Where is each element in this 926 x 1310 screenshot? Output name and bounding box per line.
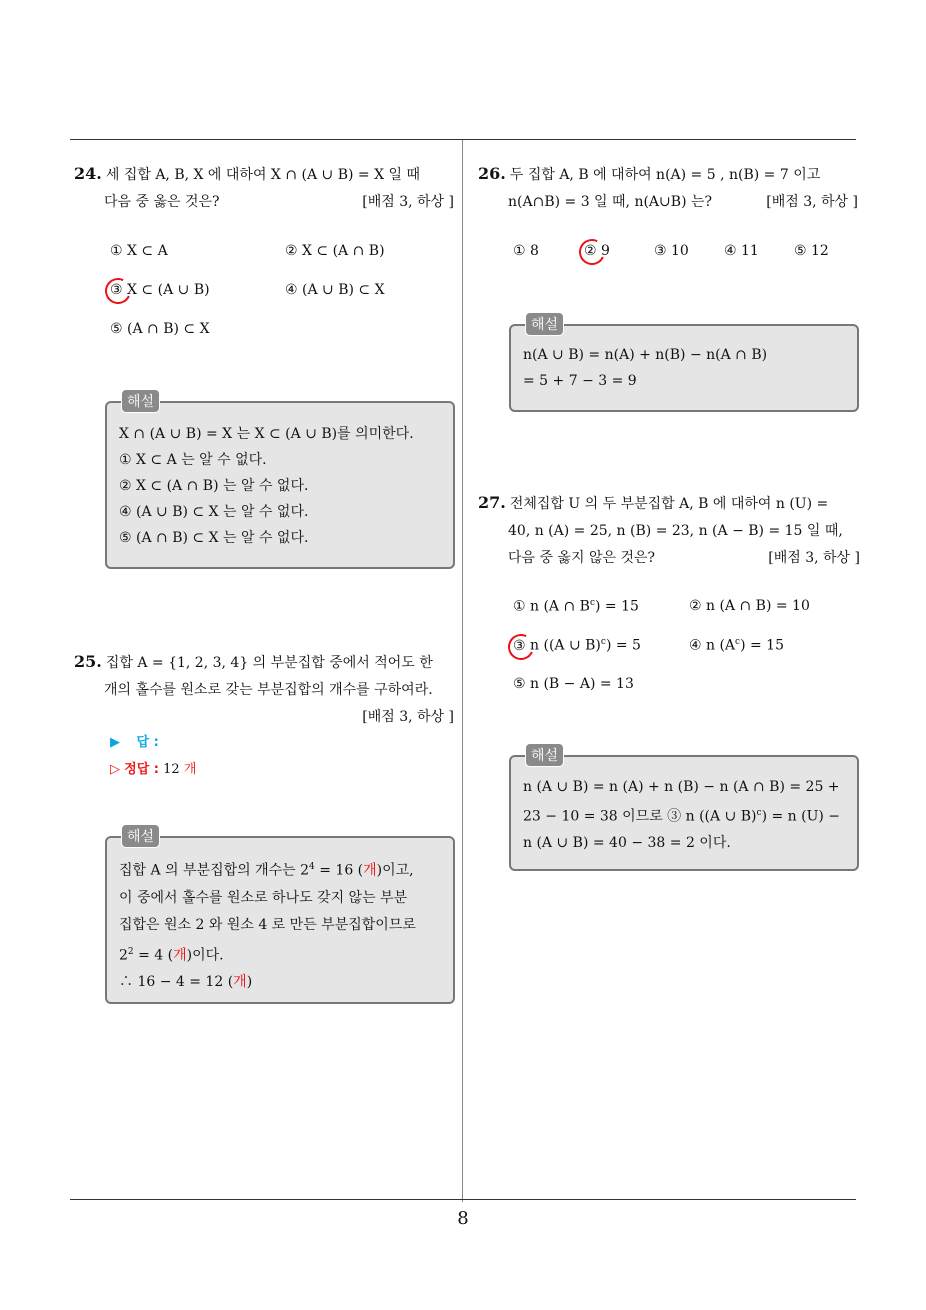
correct-label: 정답 :	[124, 762, 159, 777]
option-4[interactable]: ④ n $(A^c) = 15$	[689, 637, 785, 654]
question-number: 27.	[478, 493, 506, 512]
option-2[interactable]: ② n (A ∩ B) = 10	[689, 598, 810, 614]
question-text: 40, n (A) = 25, n (B) = 23, n (A − B) = 15 일 때,	[508, 523, 843, 539]
bottom-rule	[70, 1199, 856, 1200]
selection-circle: ③	[513, 637, 526, 654]
solution-line: = 5 + 7 − 3 = 9	[523, 373, 637, 389]
option-4[interactable]: ④ 11	[724, 243, 759, 259]
play-icon: ▶	[110, 735, 120, 750]
question-meta: [배점 3, 하상 ]	[362, 194, 454, 210]
solution-line: ∴ 16 − 4 = 12 (개)	[119, 974, 253, 991]
solution-line: ⑤ (A ∩ B) ⊂ X 는 알 수 없다.	[119, 530, 309, 546]
question-text: 개의 홀수를 원소로 갖는 부분집합의 개수를 구하여라.	[104, 682, 433, 698]
question-meta: [배점 3, 하상 ]	[766, 194, 858, 210]
question-25	[74, 648, 454, 731]
page-number: 8	[457, 1208, 469, 1229]
top-rule	[70, 139, 856, 140]
solution-line: ④ (A ∪ B) ⊂ X 는 알 수 없다.	[119, 504, 309, 520]
triangle-icon: ▷	[110, 762, 120, 777]
solution-line: ② X ⊂ (A ∩ B) 는 알 수 없다.	[119, 478, 309, 494]
option-3-text: X ⊂ (A ∪ B)	[127, 282, 210, 298]
column-divider	[462, 140, 463, 1202]
solution-line: 집합 A 의 부분집합의 개수는 $2^4 = 16$ (개)이고,	[119, 862, 414, 879]
solution-box-27	[509, 748, 859, 871]
solution-tag: 해설	[525, 312, 564, 336]
selection-circle: ②	[584, 243, 597, 259]
option-3-selected[interactable]: ③ n ((A ∪ B)$^c$) = 5	[513, 637, 641, 654]
solution-line: 집합은 원소 2 와 원소 4 로 만든 부분집합이므로	[119, 916, 416, 933]
option-2-text: 9	[601, 243, 610, 259]
option-1[interactable]: ① 8	[513, 243, 539, 259]
option-1[interactable]: ① n (A ∩ $B^c) = 15$	[513, 598, 639, 615]
solution-line: X ∩ (A ∪ B) = X 는 X ⊂ (A ∪ B)를 의미한다.	[119, 426, 414, 442]
solution-box-25	[105, 829, 455, 1004]
question-24	[74, 160, 454, 216]
option-5[interactable]: ⑤ n (B − A) = 13	[513, 676, 634, 692]
solution-line: 23 − 10 = 38 이므로 ③ n ((A ∪ B)$^c$) = n (U) −	[523, 808, 841, 825]
option-5[interactable]: ⑤ 12	[794, 243, 829, 259]
question-meta: [배점 3, 하상 ]	[768, 550, 860, 566]
question-text: 집합 A = {1, 2, 3, 4} 의 부분집합 중에서 적어도 한	[105, 655, 433, 671]
correct-answer-line	[110, 758, 196, 782]
option-2-selected[interactable]	[584, 243, 610, 259]
correct-value: 12	[163, 762, 180, 777]
solution-line: n (A ∪ B) = n (A) + n (B) − n (A ∩ B) = 25 +	[523, 779, 840, 795]
answer-label: 답 :	[136, 735, 159, 750]
question-26	[478, 160, 858, 216]
option-1[interactable]: ① X ⊂ A	[110, 243, 168, 259]
question-number: 26.	[478, 164, 506, 183]
question-text: 두 집합 A, B 에 대하여 n(A) = 5 , n(B) = 7 이고	[509, 167, 821, 183]
question-text: 다음 중 옳지 않은 것은?	[508, 550, 656, 566]
option-3-selected[interactable]	[110, 282, 210, 298]
solution-box-26	[509, 317, 859, 412]
solution-line: 이 중에서 홀수를 원소로 하나도 갖지 않는 부분	[119, 889, 408, 906]
solution-line: n (A ∪ B) = 40 − 38 = 2 이다.	[523, 834, 731, 851]
option-4[interactable]: ④ (A ∪ B) ⊂ X	[285, 282, 385, 298]
solution-line: $2^2 = 4$ (개)이다.	[119, 946, 224, 964]
answer-line[interactable]	[110, 731, 159, 755]
question-27	[478, 489, 860, 572]
solution-tag: 해설	[121, 824, 160, 848]
solution-line: ① X ⊂ A 는 알 수 없다.	[119, 452, 267, 468]
question-text: 세 집합 A, B, X 에 대하여 X ∩ (A ∪ B) = X 일 때	[105, 167, 421, 183]
solution-tag: 해설	[525, 743, 564, 767]
option-3[interactable]: ③ 10	[654, 243, 689, 259]
solution-box-24	[105, 394, 455, 569]
option-2[interactable]: ② X ⊂ (A ∩ B)	[285, 243, 385, 259]
solution-line: n(A ∪ B) = n(A) + n(B) − n(A ∩ B)	[523, 347, 768, 363]
question-number: 24.	[74, 164, 102, 183]
question-text: 다음 중 옳은 것은?	[104, 194, 220, 210]
option-5[interactable]: ⑤ (A ∩ B) ⊂ X	[110, 321, 210, 337]
question-number: 25.	[74, 652, 102, 671]
question-text: 전체집합 U 의 두 부분집합 A, B 에 대하여 n (U) =	[509, 496, 829, 512]
selection-circle: ③	[110, 282, 123, 298]
question-meta: [배점 3, 하상 ]	[362, 709, 454, 725]
unit: 개	[183, 762, 197, 777]
question-text: n(A∩B) = 3 일 때, n(A∪B) 는?	[508, 194, 713, 210]
solution-tag: 해설	[121, 389, 160, 413]
